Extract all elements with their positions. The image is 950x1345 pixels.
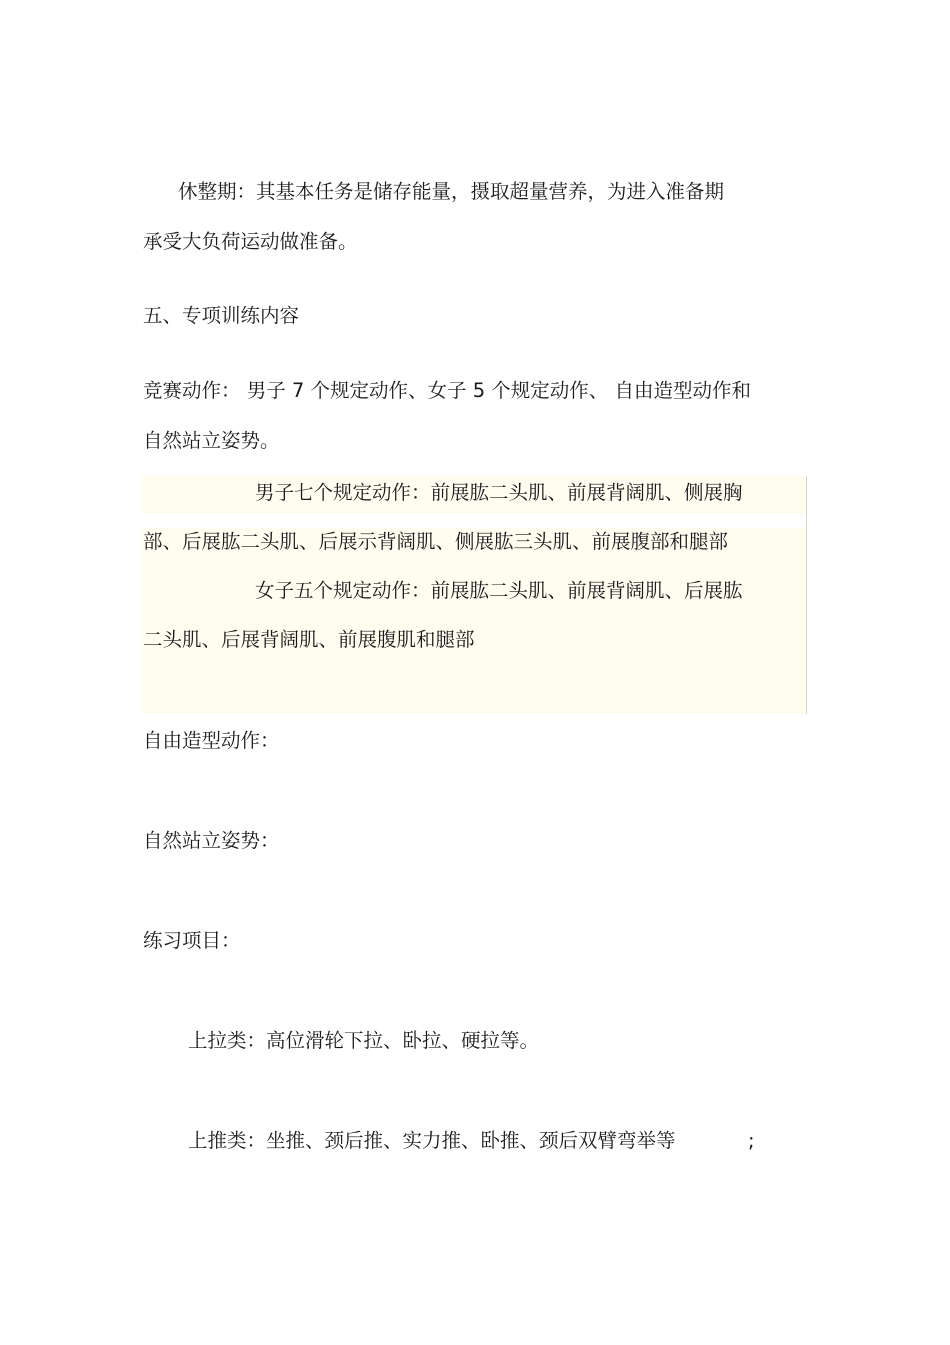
section-heading: 五、专项训练内容 — [143, 304, 300, 327]
competition-moves-line1: 竞赛动作： 男子 7 个规定动作、女子 5 个规定动作、 自由造型动作和 — [143, 379, 752, 402]
push-exercises-line: 上推类：坐推、颈后推、实力推、卧推、颈后双臂弯举等 — [188, 1129, 676, 1152]
practice-items-label: 练习项目： — [143, 929, 241, 952]
pull-exercises-line: 上拉类：高位滑轮下拉、卧拉、硬拉等。 — [188, 1029, 540, 1052]
highlight-gap — [142, 514, 806, 528]
female-poses-line2: 二头肌、后展背阔肌、前展腹肌和腿部 — [143, 628, 475, 651]
free-posing-label: 自由造型动作： — [143, 729, 280, 752]
competition-moves-line2: 自然站立姿势。 — [143, 429, 280, 452]
paragraph-rest-period-line2: 承受大负荷运动做准备。 — [143, 230, 358, 253]
natural-standing-label: 自然站立姿势： — [143, 829, 280, 852]
male-poses-line2: 部、后展肱二头肌、后展示背阔肌、侧展肱三头肌、前展腹部和腿部 — [143, 530, 729, 553]
paragraph-rest-period-line1: 休整期：其基本任务是储存能量，摄取超量营养，为进入准备期 — [178, 180, 725, 203]
trailing-semicolon: ; — [748, 1129, 755, 1152]
female-poses-line1: 女子五个规定动作：前展肱二头肌、前展背阔肌、后展肱 — [255, 579, 743, 602]
male-poses-line1: 男子七个规定动作：前展肱二头肌、前展背阔肌、侧展胸 — [255, 481, 743, 504]
